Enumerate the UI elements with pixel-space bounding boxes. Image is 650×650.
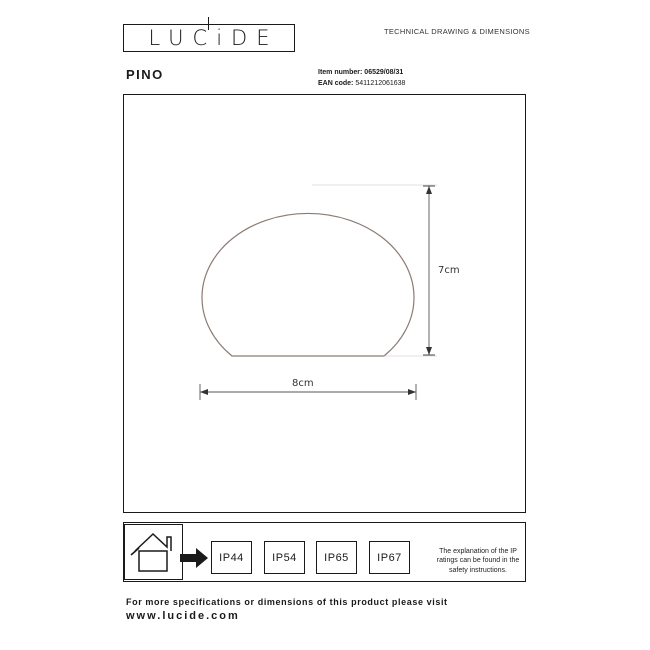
width-arrow-left	[200, 389, 208, 395]
height-arrow-top	[426, 186, 432, 194]
item-number-label: Item number:	[318, 69, 363, 76]
height-arrow-bottom	[426, 347, 432, 355]
document-type-label: TECHNICAL DRAWING & DIMENSIONS	[384, 27, 530, 36]
item-number-value: 06529/08/31	[364, 69, 404, 76]
ip-rating-box: IP44	[211, 541, 252, 574]
footer-text: For more specifications or dimensions of this product please visit	[126, 597, 448, 607]
height-dimension-label: 7cm	[438, 265, 460, 276]
ip-rating-box: IP67	[369, 541, 410, 574]
arrow-right-icon	[180, 548, 210, 568]
house-icon-box	[124, 524, 183, 580]
ip-rating-box: IP54	[264, 541, 305, 574]
ip-explanation-note: The explanation of the IP ratings can be found in the safety instructions.	[436, 548, 520, 574]
ip-rating-box: IP65	[316, 541, 357, 574]
ean-label: EAN code:	[318, 79, 354, 87]
width-arrow-right	[408, 389, 416, 395]
logo-text: LUCiDE	[148, 26, 279, 50]
width-dimension-label: 8cm	[292, 378, 314, 389]
ean-value: 5411212061638	[355, 79, 406, 87]
product-name: PINO	[126, 67, 164, 82]
house-icon	[125, 525, 181, 578]
lamp-globe-outline	[202, 213, 414, 356]
website-link[interactable]: www.lucide.com	[126, 610, 240, 622]
